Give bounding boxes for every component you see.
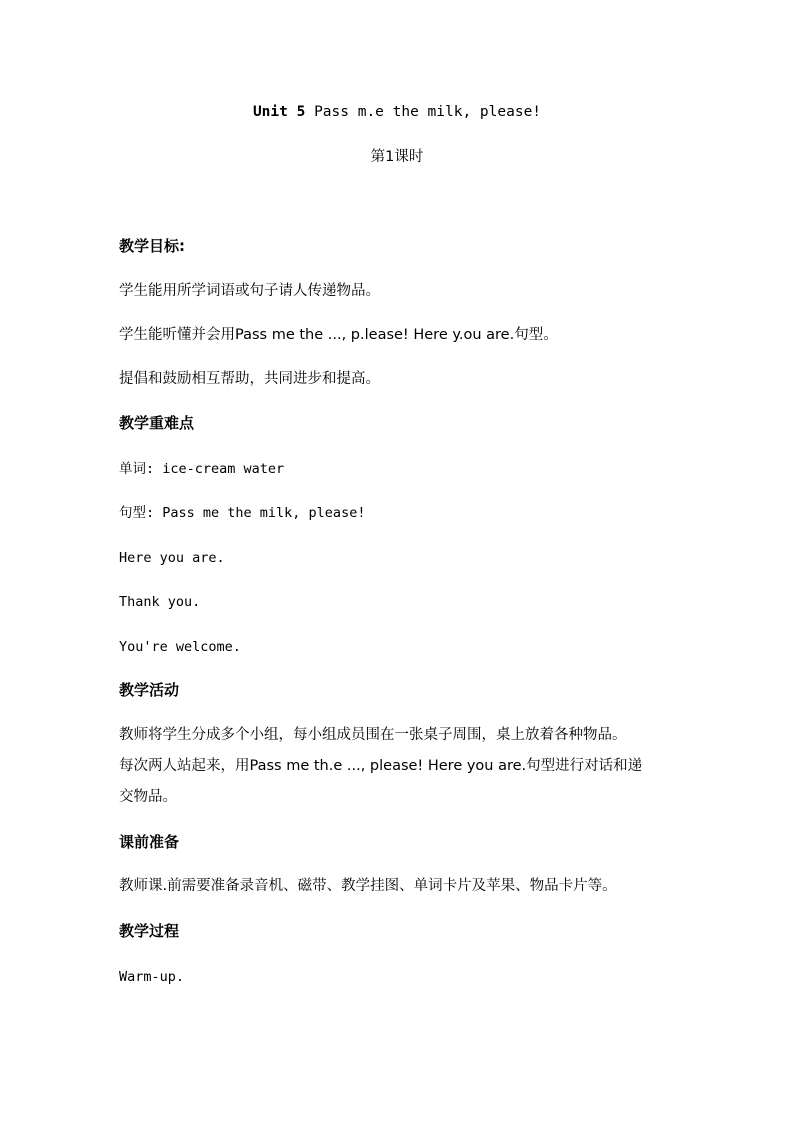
goal-item: 学生能听懂并会用Pass me the ..., p.lease! Here y.ou are.句型。	[119, 327, 558, 343]
activity-line: 每次两人站起来，用Pass me th.e ..., please! Here you are.句型进行对话和递	[119, 758, 643, 774]
activity-line: 交物品。	[119, 789, 177, 805]
lesson-number: 第1课时	[370, 149, 424, 165]
title-unit: Unit 5	[252, 104, 306, 120]
key-sentence: Thank you.	[119, 594, 201, 610]
document-title	[0, 102, 794, 122]
preparation-heading: 课前准备	[119, 833, 180, 851]
key-sentence-label: 句型: Pass me the milk, please!	[119, 505, 366, 521]
preparation-text: 教师课.前需要准备录音机、磁带、教学挂图、单词卡片及苹果、物品卡片等。	[119, 878, 617, 894]
process-text: Warm-up.	[119, 969, 185, 985]
process-heading: 教学过程	[119, 922, 180, 940]
title-text: Pass m.e the milk, please!	[314, 104, 542, 120]
key-sentence: Here you are.	[119, 550, 225, 566]
key-points-heading: 教学重难点	[119, 414, 195, 432]
key-words: 单词: ice-cream water	[119, 461, 285, 477]
goals-heading: 教学目标:	[119, 237, 185, 255]
goal-item: 提倡和鼓励相互帮助，共同进步和提高。	[119, 371, 380, 387]
key-sentence: You're welcome.	[119, 639, 241, 655]
activity-heading: 教学活动	[119, 681, 180, 699]
goal-item: 学生能用所学词语或句子请人传递物品。	[119, 283, 380, 299]
activity-line: 教师将学生分成多个小组，每小组成员围在一张桌子周围，桌上放着各种物品。	[119, 727, 627, 743]
activity-paragraph	[119, 720, 694, 813]
